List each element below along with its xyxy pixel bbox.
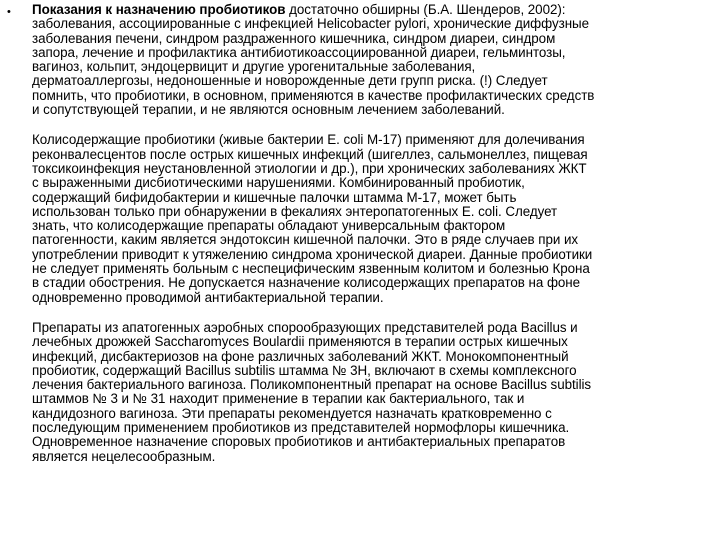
paragraph-indications bbox=[32, 3, 716, 117]
text-body bbox=[32, 3, 716, 480]
indications-heading: Показания к назначению пробиотиков bbox=[32, 2, 286, 17]
text-line: запора, лечение и профилактика антибиотикоассоциированной диареи, гельминтозы, bbox=[32, 44, 566, 60]
text-line: заболевания печени, синдром раздраженного кишечника, синдром диареи, синдром bbox=[32, 30, 556, 46]
text-line: Одновременное назначение споровых пробиотиков и антибактериальных препаратов bbox=[32, 434, 566, 450]
paragraph-coli-probiotics bbox=[32, 133, 716, 305]
text-line: последующим применением пробиотиков из представителей нормофлоры кишечника. bbox=[32, 420, 570, 436]
text-line: Колисодержащие пробиотики (живые бактерии E. coli M-17) применяют для долечивания bbox=[32, 132, 585, 148]
text-line: является нецелесообразным. bbox=[32, 448, 216, 464]
text-line: лечебных дрожжей Saccharomyces Boulardii применяются в терапии острых кишечных bbox=[32, 334, 568, 350]
text-line: использован только при обнаружении в фекалиях энтеропатогенных E. coli. Следует bbox=[32, 203, 558, 219]
text-line: знать, что колисодержащие препараты обладают универсальным фактором bbox=[32, 218, 506, 234]
text-line: патогенности, каким является эндотоксин кишечной палочки. Это в ряде случаев при их bbox=[32, 232, 579, 248]
bullet-marker: • bbox=[7, 6, 11, 18]
text-line: помнить, что пробиотики, в основном, применяются в качестве профилактических средств bbox=[32, 87, 595, 103]
text-line: заболевания, ассоциированные с инфекцией Helicobacter pylori, хронические диффузные bbox=[32, 16, 590, 32]
text-line: инфекций, дисбактериозов на фоне различных заболеваний ЖКТ. Монокомпонентный bbox=[32, 348, 569, 364]
text-line: употреблении приводит к утяжелению синдрома хронической диареи. Данные пробиотики bbox=[32, 246, 593, 262]
text-line bbox=[32, 3, 716, 17]
text-line: одновременно проводимой антибактериальной терапии. bbox=[32, 289, 384, 305]
text-line: штаммов № 3 и № 31 находит применение в терапии как бактериального, так и bbox=[32, 391, 525, 407]
text-line: не следует применять больным с неспецифическим язвенным колитом и болезнью Крона bbox=[32, 261, 590, 277]
text-line: содержащий бифидобактерии и кишечные палочки штамма М-17, может быть bbox=[32, 189, 517, 205]
text-line: в стадии обострения. Не допускается назначение колисодержащих препаратов на фоне bbox=[32, 275, 581, 291]
paragraph-bacillus-probiotics bbox=[32, 321, 716, 464]
text-line: токсикоинфекция неустановленной этиологии и др.), при хронических заболеваниях ЖКТ bbox=[32, 160, 587, 176]
text-line: лечения бактериального вагиноза. Поликомпонентный препарат на основе Bacillus subtilis bbox=[32, 377, 592, 393]
text-line: кандидозного вагиноза. Эти препараты рекомендуется назначать кратковременно с bbox=[32, 405, 552, 421]
text-line: Препараты из апатогенных аэробных спорообразующих представителей рода Bacillus и bbox=[32, 319, 578, 335]
text-line: пробиотик, содержащий Bacillus subtilis штамма № 3Н, включают в схемы комплексного bbox=[32, 362, 577, 378]
text-span: достаточно обширны (Б.А. Шендеров, 2002): bbox=[285, 2, 566, 17]
text-line: и сопутствующей терапии, и не являются основным лечением заболеваний. bbox=[32, 102, 505, 118]
text-line: дерматоаллергозы, недоношенные и новорожденные дети групп риска. (!) Следует bbox=[32, 73, 548, 89]
text-line: с выраженными дисбиотическими нарушениями. Комбинированный пробиотик, bbox=[32, 175, 525, 191]
text-line: реконвалесцентов после острых кишечных инфекций (шигеллез, сальмонеллез, пищевая bbox=[32, 146, 588, 162]
text-line: вагиноз, кольпит, эндоцервицит и другие урогенитальные заболевания, bbox=[32, 59, 476, 75]
